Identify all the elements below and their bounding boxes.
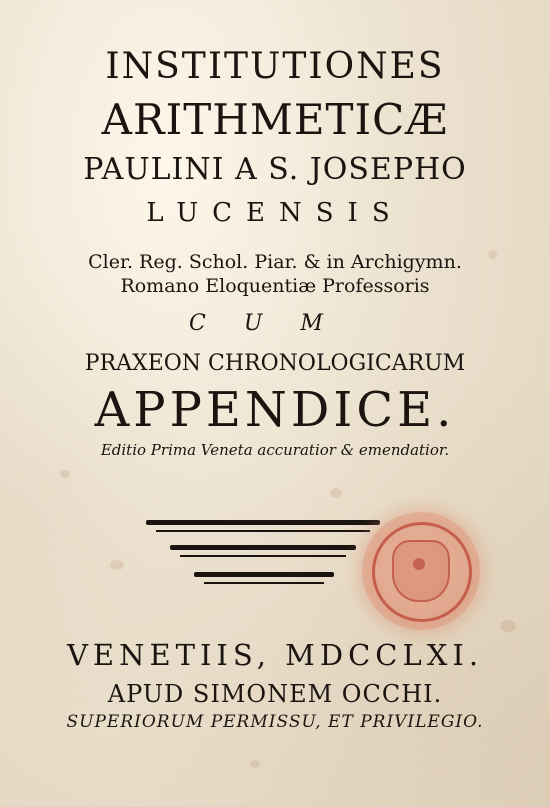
ornament-rule	[156, 530, 370, 532]
ornament-rule	[146, 520, 380, 525]
author-origin: LUCENSIS	[146, 198, 404, 228]
ornament-rule	[194, 572, 334, 577]
foxing-spot	[500, 620, 516, 632]
edition-note: Editio Prima Veneta accuratior & emendatior.	[100, 441, 450, 459]
author-affiliation: Cler. Reg. Schol. Piar. & in Archigymn.	[88, 251, 462, 273]
stamp-center	[413, 558, 425, 570]
ornament-rule	[170, 545, 356, 550]
ornament-rule	[180, 555, 346, 557]
imprint-printer: APUD SIMONEM OCCHI.	[107, 680, 443, 708]
foxing-spot	[110, 560, 124, 570]
title-line-institutiones: INSTITUTIONES	[105, 46, 445, 87]
subtitle-praxeon: PRAXEON CHRONOLOGICARUM	[84, 351, 466, 376]
foxing-spot	[60, 470, 70, 478]
author-name: PAULINI A S. JOSEPHO	[83, 152, 467, 187]
subtitle-appendice: APPENDICE.	[94, 382, 456, 438]
author-position: Romano Eloquentiæ Professoris	[120, 275, 430, 297]
conjunction-cum: CUM	[189, 311, 361, 336]
foxing-spot	[250, 760, 260, 768]
imprint-privilege: SUPERIORUM PERMISSU, ET PRIVILEGIO.	[66, 712, 484, 732]
stamp-shield	[392, 540, 450, 602]
title-line-arithmeticae: ARITHMETICÆ	[101, 95, 449, 144]
ornament-rule	[204, 582, 324, 584]
imprint-place-date: VENETIIS, MDCCLXI.	[66, 638, 484, 672]
foxing-spot	[330, 488, 342, 498]
library-stamp-icon	[362, 512, 480, 630]
